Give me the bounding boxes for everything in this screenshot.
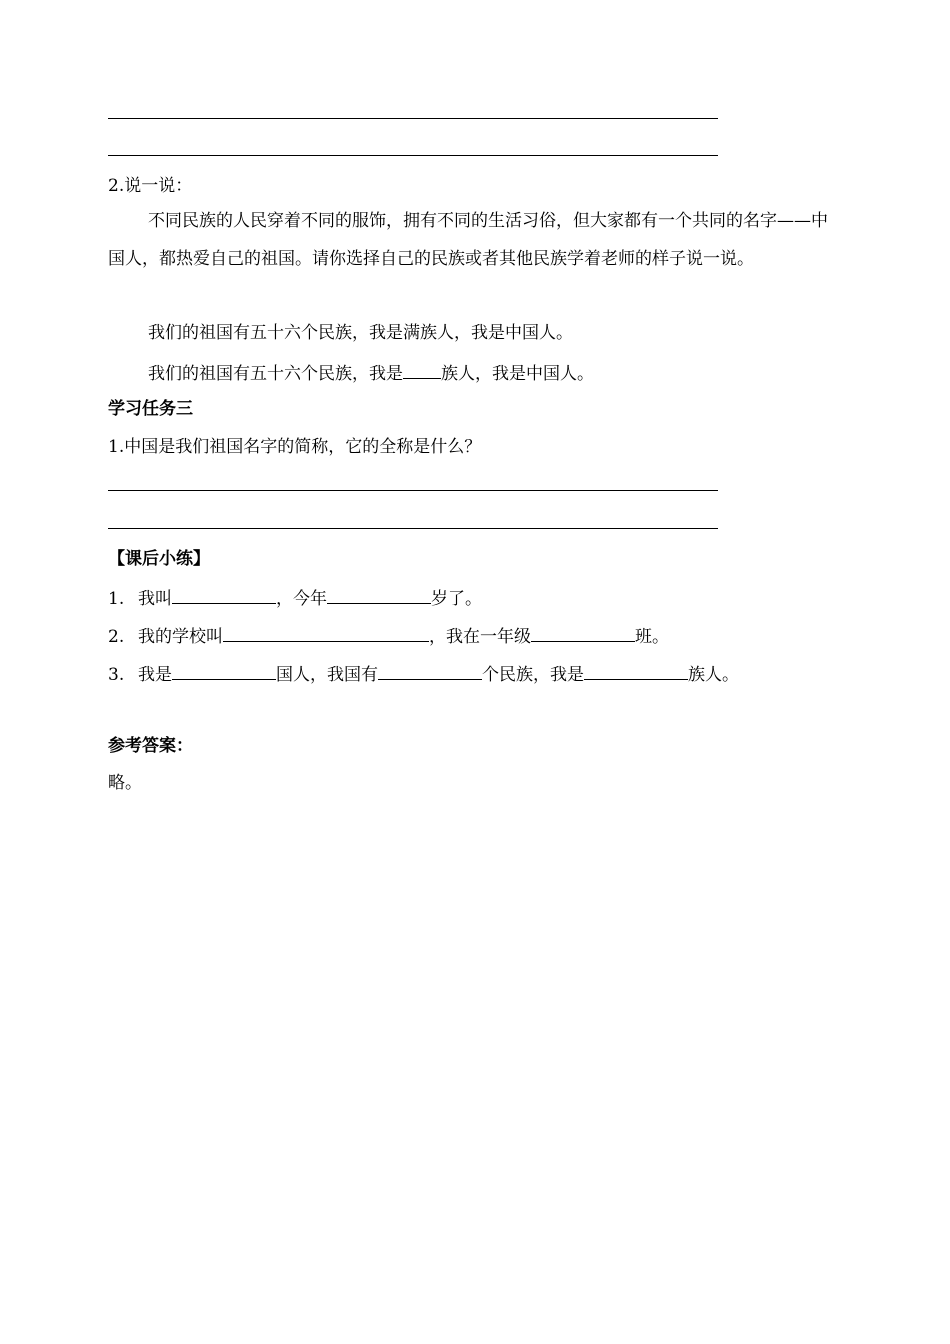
item-text: ，我在一年级 [429,627,531,647]
fill-text: 我们的祖国有五十六个民族，我是 [148,364,403,384]
answer-text: 略。 [108,773,142,793]
answer-line [108,490,718,491]
answer-line [108,155,718,156]
item-text: 国人，我国有 [276,665,378,685]
answer-line [108,528,718,529]
task-question: 1.中国是我们祖国名字的简称，它的全称是什么？ [108,437,482,457]
blank-field[interactable] [378,661,482,680]
fill-text: 族人，我是中国人。 [441,364,594,384]
blank-field[interactable] [403,360,441,379]
blank-field[interactable] [531,623,635,642]
fill-sentence [148,360,594,385]
item-number: 2. [108,627,125,647]
task-heading: 学习任务三 [108,399,193,419]
item-text: 班。 [635,627,669,647]
item-text: 个民族，我是 [482,665,584,685]
item-number: 1. [108,589,125,609]
example-sentence: 我们的祖国有五十六个民族，我是满族人，我是中国人。 [148,323,573,343]
instruction-paragraph: 不同民族的人民穿着不同的服饰，拥有不同的生活习俗，但大家都有一个共同的名字——中国人，都热爱自己的祖国。请你选择自己的民族或者其他民族学着老师的样子说一说。 [108,211,828,269]
blank-field[interactable] [584,661,688,680]
answer-line [108,118,718,119]
item-text: 族人。 [688,665,739,685]
blank-field[interactable] [172,585,276,604]
item-text: 我叫 [138,589,172,609]
item-number: 3. [108,665,125,685]
blank-field[interactable] [172,661,276,680]
blank-field[interactable] [223,623,429,642]
section-heading: 2.说一说： [108,176,193,196]
answer-heading: 参考答案： [108,736,193,756]
item-text: 我是 [138,665,172,685]
practice-item-2 [108,623,669,648]
item-text: 我的学校叫 [138,627,223,647]
practice-item-3 [108,661,739,686]
item-text: 岁了。 [431,589,482,609]
practice-item-1 [108,585,482,610]
practice-heading: 【课后小练】 [108,549,210,569]
blank-field[interactable] [327,585,431,604]
item-text: ，今年 [276,589,327,609]
